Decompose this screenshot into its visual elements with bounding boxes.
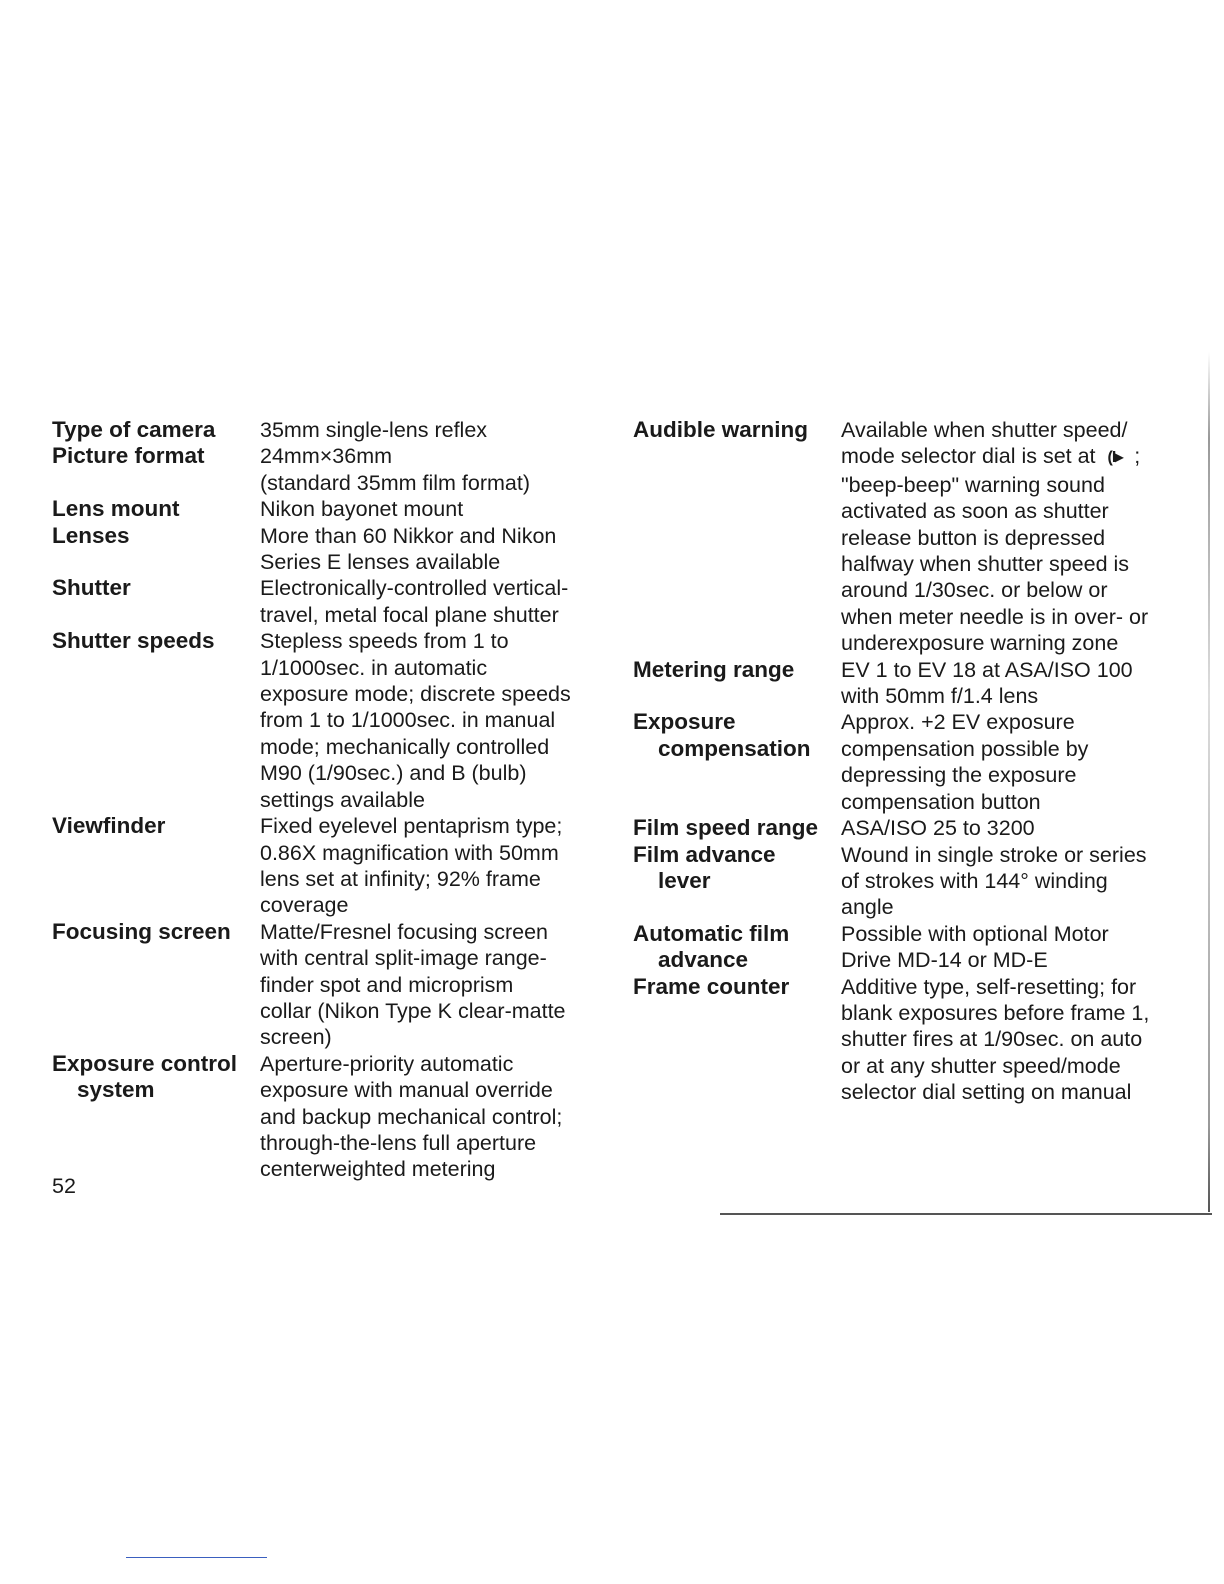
spec-description: Stepless speeds from 1 to 1/1000sec. in automatic exposure mode; discrete speeds from 1 to 1/1000sec. in manual mode; mechanically controlled M90 (1/90sec.) and B (bulb) settings available xyxy=(260,629,571,812)
specs-right-column xyxy=(633,417,1193,1106)
spec-row xyxy=(52,813,612,919)
spec-description: More than 60 Nikkor and Nikon Series E lenses available xyxy=(260,523,557,575)
specs-left-column xyxy=(52,417,612,1183)
spec-row xyxy=(52,496,612,522)
page-number: 52 xyxy=(52,1174,76,1198)
spec-description: Additive type, self-resetting; for blank exposures before frame 1, shutter fires at 1/90sec. on auto or at any shutter speed/mode selector dial setting on manual xyxy=(841,974,1150,1105)
spec-term: Automatic film advance xyxy=(633,920,790,973)
audible-warning-rest: "beep-beep" warning sound activated as soon as shutter release button is depressed halfway when shutter speed is around 1/30sec. or below or when meter needle is in over- or underexposure warning zone xyxy=(841,472,1149,656)
spec-row xyxy=(633,974,1193,1106)
spec-row xyxy=(633,657,1193,710)
spec-row xyxy=(52,575,612,628)
spec-term: Film speed range xyxy=(633,815,819,841)
page-edge-shadow xyxy=(1208,352,1210,1212)
spec-description: Nikon bayonet mount xyxy=(260,497,464,522)
spec-term: Metering range xyxy=(633,656,795,682)
spec-description: Possible with optional Motor Drive MD-14 or MD-E xyxy=(841,921,1109,973)
spec-term: Shutter xyxy=(52,575,131,601)
spec-row xyxy=(52,919,612,1051)
spec-row xyxy=(633,815,1193,841)
spec-term: Exposure compensation xyxy=(633,709,811,761)
spec-row xyxy=(633,709,1193,815)
spec-description: 35mm single-lens reflex xyxy=(260,418,488,442)
spec-description: Matte/Fresnel focusing screen with central split-image range- finder spot and microprism collar (Nikon Type K clear-matte screen) xyxy=(260,919,566,1050)
beep-icon: (I▸ xyxy=(1107,449,1123,467)
spec-term: Lens mount xyxy=(52,496,180,522)
spec-description: Approx. +2 EV exposure compensation possible by depressing the exposure compensation button xyxy=(841,710,1089,814)
spec-row xyxy=(52,628,612,813)
spec-audible-warning xyxy=(633,417,1193,657)
spec-term: Viewfinder xyxy=(52,813,166,839)
spec-description: Electronically-controlled vertical- travel, metal focal plane shutter xyxy=(260,576,569,627)
spec-description: 24mm×36mm (standard 35mm film format) xyxy=(260,444,531,495)
spec-term: Lenses xyxy=(52,522,130,548)
spec-term: Exposure control system xyxy=(52,1050,238,1103)
spec-row xyxy=(633,921,1193,974)
specs-right-list xyxy=(633,657,1193,1106)
spec-row xyxy=(52,417,612,443)
spec-row xyxy=(52,443,612,496)
spec-description: EV 1 to EV 18 at ASA/ISO 100 with 50mm f/1.4 lens xyxy=(841,657,1133,709)
spec-term: Shutter speeds xyxy=(52,628,215,654)
spec-description: Aperture-priority automatic exposure with manual override and backup mechanical control; through-the-lens full aperture centerweighted metering xyxy=(260,1051,563,1182)
bottom-rule xyxy=(720,1213,1212,1215)
spec-description: ASA/ISO 25 to 3200 xyxy=(841,816,1035,841)
spec-description: Fixed eyelevel pentaprism type; 0.86X magnification with 50mm lens set at infinity; 92% frame coverage xyxy=(260,814,563,918)
spec-description: Wound in single stroke or series of strokes with 144° winding angle xyxy=(841,842,1147,920)
spec-term: Frame counter xyxy=(633,973,790,999)
spec-term: Film advance lever xyxy=(633,841,776,893)
spec-term: Focusing screen xyxy=(52,918,231,944)
spec-description: Available when shutter speed/ mode selector dial is set at (I▸ ; "beep-beep" warning sound activated as soon as shutter release button is depressed halfway when shutter speed is around 1/30sec. or below or when meter needle is in over- or underexposure warning zone xyxy=(841,418,1149,656)
spec-row xyxy=(52,523,612,576)
spec-term: Audible warning xyxy=(633,417,809,442)
link-underline xyxy=(126,1557,267,1558)
spec-row xyxy=(52,1051,612,1183)
spec-term: Picture format xyxy=(52,443,205,469)
spec-term: Type of camera xyxy=(52,417,216,442)
spec-row xyxy=(633,842,1193,921)
